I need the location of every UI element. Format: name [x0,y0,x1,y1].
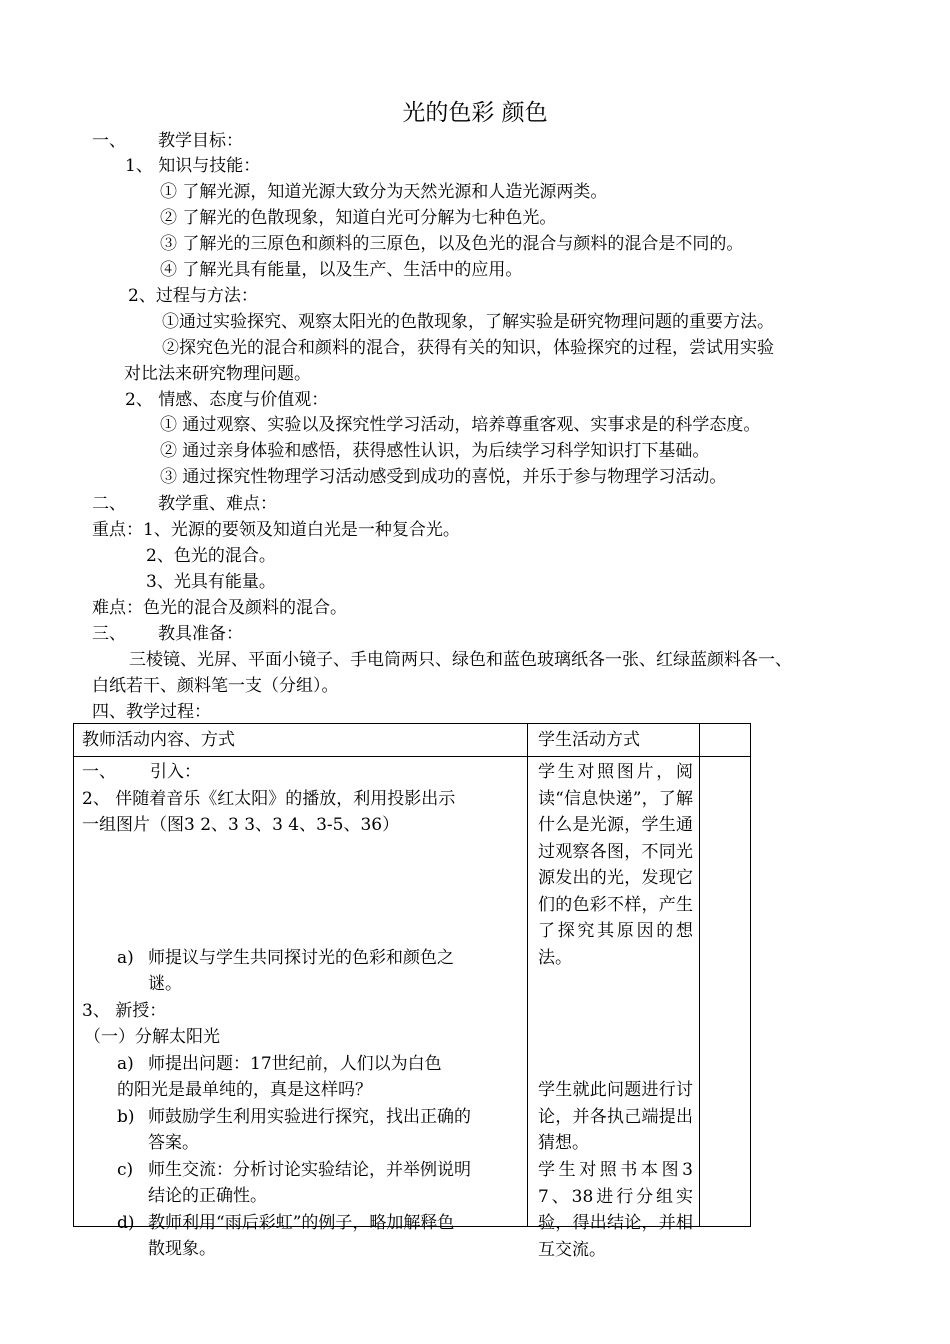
intro-number: 一、 [82,762,116,782]
subsection-knowledge: 1、 知识与技能： [125,156,261,176]
header-teacher-label: 教师活动内容、方式 [82,730,235,750]
section-4-heading: 四、教学过程： [92,702,211,722]
header-student-activity [528,724,700,757]
teacher-step: 3、 新授： [82,1001,167,1021]
empty-cell [700,757,751,1227]
teacher-step: 师鼓励学生利用实验进行探究，找出正确的 [148,1107,471,1127]
values-item: ③ 通过探究性物理学习活动感受到成功的喜悦，并乐于参与物理学习活动。 [160,467,727,487]
materials-text: 三棱镜、光屏、平面小镜子、手电筒两只、绿色和蓝色玻璃纸各一张、红绿蓝颜料各一、 [129,650,792,670]
item-label: b) [117,1107,135,1127]
subsection-process: 2、过程与方法： [128,286,258,306]
goal-item: ③ 了解光的三原色和颜料的三原色，以及色光的混合与颜料的混合是不同的。 [160,234,744,254]
key-point: 3、光具有能量。 [146,572,276,592]
section-1-number: 一、 [92,131,126,151]
teacher-activity-cell [74,757,528,1259]
subsection-values: 2、 情感、态度与价值观： [125,390,329,410]
teaching-process-table [73,723,751,1260]
section-3-number: 三、 [92,624,126,644]
teacher-step: 一组图片（图3 2、3 3、3 4、3-5、36） [82,815,400,835]
item-label: a) [117,948,134,968]
teacher-step: 谜。 [148,974,182,994]
teacher-step: 散现象。 [148,1239,216,1259]
values-item: ② 通过亲身体验和感悟，获得感性认识，为后续学习科学知识打下基础。 [160,441,710,461]
teacher-part-heading: （一）分解太阳光 [84,1027,220,1047]
item-label: d) [117,1213,135,1233]
teacher-step: 教师利用“雨后彩虹”的例子，略加解释色 [148,1213,455,1233]
process-item: ①通过实验探究、观察太阳光的色散现象，了解实验是研究物理问题的重要方法。 [162,312,774,332]
teacher-step: 师生交流：分析讨论实验结论，并举例说明 [148,1160,471,1180]
student-activity-text: 学生对照图片，阅读“信息快递”，了解什么是光源，学生通过观察各图，不同光源发出的光，发现它们的色彩不样，产生了探究其原因的想法。 [538,762,693,968]
values-item: ① 通过观察、实验以及探究性学习活动，培养尊重客观、实事求是的科学态度。 [160,415,761,435]
section-1-heading: 教学目标： [158,131,243,151]
item-label: a) [117,1054,134,1074]
teacher-step: 师提出问题：17世纪前，人们以为白色 [148,1054,442,1074]
table-row [74,757,751,1227]
header-empty [700,724,751,757]
student-activity-text: 学生就此问题进行讨论，并各执己端提出猜想。 [538,1080,693,1153]
teacher-step: 2、 伴随着音乐《红太阳》的播放，利用投影出示 [82,789,456,809]
goal-item: ④ 了解光具有能量，以及生产、生活中的应用。 [160,260,523,280]
goal-item: ① 了解光源，知道光源大致分为天然光源和人造光源两类。 [160,182,608,202]
page-title: 光的色彩 颜色 [402,100,548,126]
process-item: ②探究色光的混合和颜料的混合，获得有关的知识，体验探究的过程，尝试用实验 [162,338,774,358]
teacher-step: 答案。 [148,1133,199,1153]
section-2-heading: 教学重、难点： [158,494,277,514]
key-point: 重点：1、光源的要领及知道白光是一种复合光。 [92,520,460,540]
goal-item: ② 了解光的色散现象，知道白光可分解为七种色光。 [160,208,557,228]
table-header-row [74,724,751,757]
teacher-step: 师提议与学生共同探讨光的色彩和颜色之 [148,948,454,968]
item-label: c) [117,1160,134,1180]
intro-label: 引入： [150,762,201,782]
materials-text: 白纸若干、颜料笔一支（分组）。 [92,676,339,696]
teacher-step: 结论的正确性。 [148,1186,267,1206]
difficult-point: 难点：色光的混合及颜料的混合。 [92,598,347,618]
student-activity-text: 学生对照书本图37、38进行分组实验，得出结论，并相互交流。 [538,1160,693,1260]
student-activity-cell [528,757,700,1260]
header-student-label: 学生活动方式 [538,730,640,750]
section-2-number: 二、 [92,494,126,514]
key-point: 2、色光的混合。 [146,546,276,566]
section-3-heading: 教具准备： [158,624,243,644]
teacher-step: 的阳光是最单纯的，真是这样吗？ [117,1080,372,1100]
process-item-continued: 对比法来研究物理问题。 [124,364,311,384]
header-teacher-activity [74,724,528,757]
